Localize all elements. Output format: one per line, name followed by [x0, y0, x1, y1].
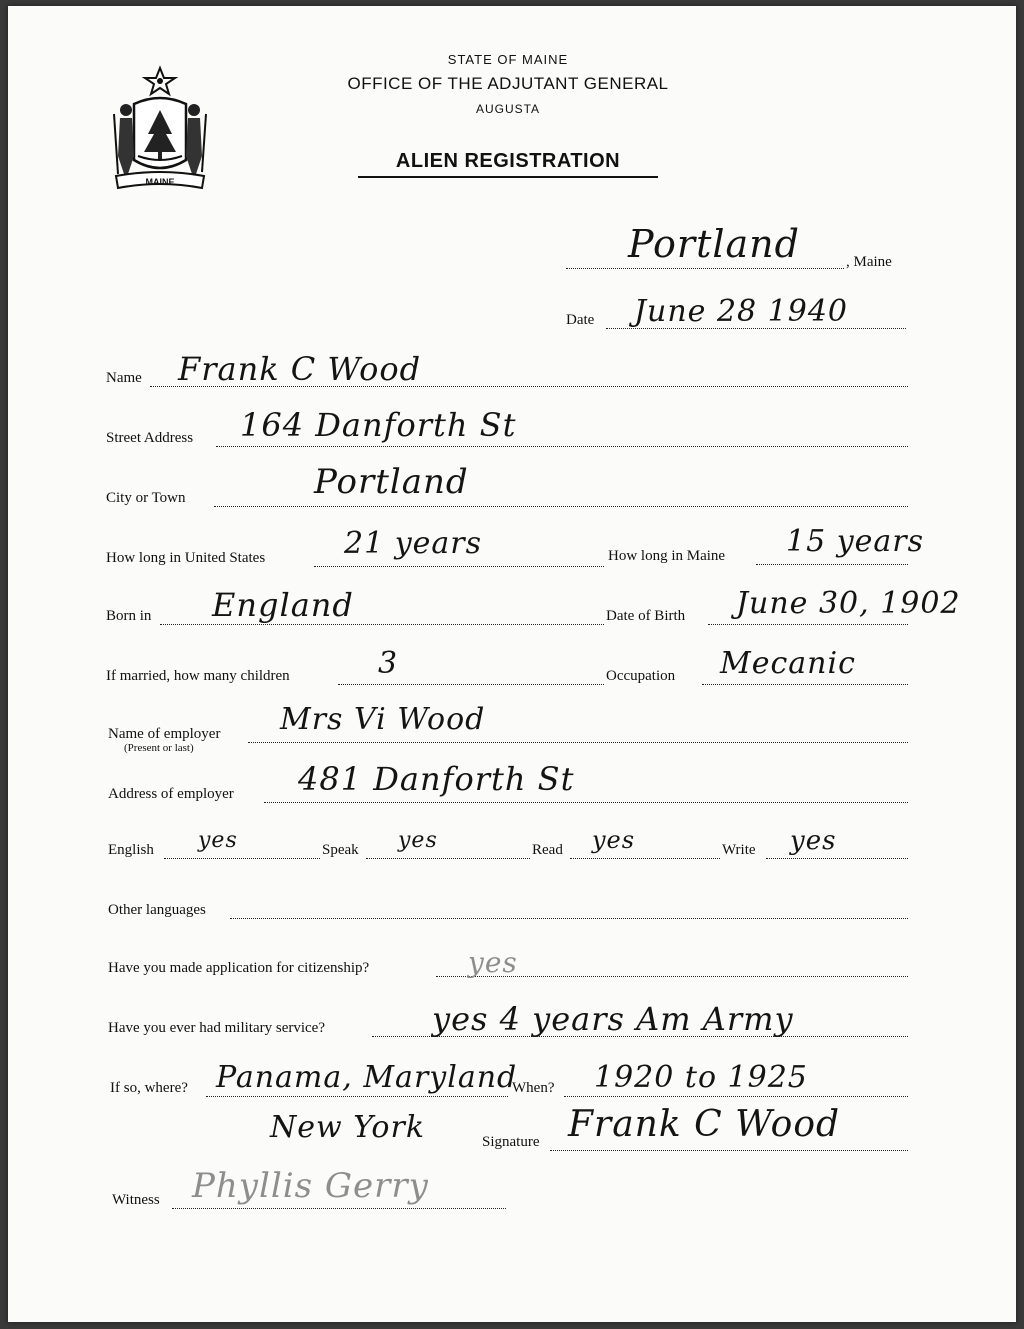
where-continued-value: New York — [270, 1110, 425, 1145]
employer-label: Name of employer — [108, 726, 221, 742]
witness-value: Phyllis Gerry — [192, 1166, 429, 1206]
office-heading: OFFICE OF THE ADJUTANT GENERAL — [347, 74, 669, 93]
dob-label: Date of Birth — [606, 608, 686, 624]
speak-value: yes — [398, 828, 438, 853]
military-value: yes 4 years Am Army — [432, 1000, 794, 1038]
street-label: Street Address — [106, 430, 194, 446]
employer-line — [248, 742, 908, 743]
other-languages-label: Other languages — [108, 902, 206, 918]
citizenship-label: Have you made application for citizenship? — [108, 960, 370, 976]
name-value: Frank C Wood — [178, 350, 422, 388]
witness-line — [172, 1208, 506, 1209]
maine-duration-line — [756, 564, 908, 565]
employer-sublabel: (Present or last) — [124, 742, 194, 754]
date-label: Date — [566, 312, 595, 328]
born-line — [160, 624, 604, 625]
city-heading: AUGUSTA — [475, 102, 541, 116]
military-label: Have you ever had military service? — [108, 1020, 325, 1036]
name-label: Name — [106, 370, 142, 386]
place-value: Portland — [628, 222, 800, 266]
employer-value: Mrs Vi Wood — [280, 702, 486, 737]
witness-label: Witness — [112, 1192, 160, 1208]
employer-address-label: Address of employer — [108, 786, 234, 802]
read-label: Read — [532, 842, 563, 858]
city-label: City or Town — [106, 490, 186, 506]
where-value: Panama, Maryland — [216, 1060, 518, 1095]
occupation-label: Occupation — [606, 668, 676, 684]
signature-label: Signature — [482, 1134, 540, 1150]
citizenship-value: yes — [468, 946, 518, 979]
us-duration-line — [314, 566, 604, 567]
english-line — [164, 858, 320, 859]
other-languages-line — [230, 918, 908, 919]
english-value: yes — [198, 828, 238, 853]
read-value: yes — [592, 826, 636, 854]
maine-duration-value: 15 years — [786, 524, 925, 559]
city-line — [214, 506, 908, 507]
write-value: yes — [790, 826, 837, 856]
when-label: When? — [512, 1080, 555, 1096]
when-line — [564, 1096, 908, 1097]
maine-suffix: , Maine — [846, 254, 892, 270]
children-line — [338, 684, 604, 685]
signature-line — [550, 1150, 908, 1151]
speak-label: Speak — [322, 842, 359, 858]
us-duration-label: How long in United States — [106, 550, 266, 566]
read-line — [570, 858, 720, 859]
where-label: If so, where? — [110, 1080, 188, 1096]
when-value: 1920 to 1925 — [594, 1060, 808, 1095]
form-title: ALIEN REGISTRATION — [358, 150, 658, 178]
street-line — [216, 446, 908, 447]
where-line — [206, 1096, 508, 1097]
us-duration-value: 21 years — [344, 526, 483, 561]
signature-value: Frank C Wood — [568, 1104, 841, 1145]
write-label: Write — [722, 842, 756, 858]
city-value: Portland — [314, 462, 469, 502]
employer-address-value: 481 Danforth St — [298, 760, 575, 798]
speak-line — [366, 858, 530, 859]
born-label: Born in — [106, 608, 152, 624]
dob-value: June 30, 1902 — [736, 586, 961, 621]
dob-line — [708, 624, 908, 625]
english-label: English — [108, 842, 154, 858]
date-value: June 28 1940 — [634, 294, 849, 329]
occupation-value: Mecanic — [720, 646, 856, 681]
seal-banner-text: MAINE — [145, 177, 175, 187]
maine-duration-label: How long in Maine — [608, 548, 726, 564]
maine-state-seal-icon — [104, 64, 216, 194]
street-value: 164 Danforth St — [240, 406, 517, 444]
state-heading: STATE OF MAINE — [447, 52, 569, 67]
registration-form-page — [8, 6, 1016, 1322]
born-value: England — [212, 586, 354, 624]
children-label: If married, how many children — [106, 668, 290, 684]
children-value: 3 — [378, 646, 399, 681]
place-line — [566, 268, 844, 269]
occupation-line — [702, 684, 908, 685]
write-line — [766, 858, 908, 859]
employer-address-line — [264, 802, 908, 803]
